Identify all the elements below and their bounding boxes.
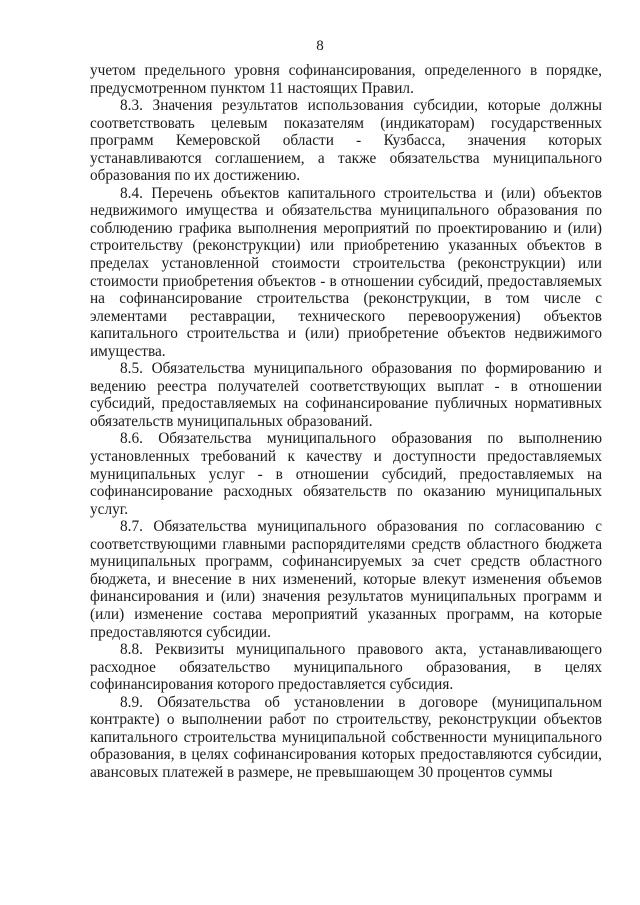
paragraph-8-9: 8.9. Обязательства об установлении в договоре (муниципальном контракте) о выполнении работ по строительству, реконструкции объектов капитального строительства муниципальной собственности муниципального образования, в целях софинансирования которых предоставляются субсидии, авансовых платежей в размере, не превышающем 30 процентов суммы	[90, 693, 602, 781]
paragraph-continued: учетом предельного уровня софинансирования, определенного в порядке, предусмотренном пунктом 11 настоящих Правил.	[90, 62, 602, 97]
paragraph-8-4: 8.4. Перечень объектов капитального строительства и (или) объектов недвижимого имущества и обязательства муниципального образования по соблюдению графика выполнения мероприятий по проектированию и (или) строительству (реконструкции) или приобретению указанных объектов в пределах установленной стоимости строительства (реконструкции) или стоимости приобретения объектов - в отношении субсидий, предоставляемых на софинансирование строительства (реконструкции, в том числе с элементами реставрации, технического перевооружения) объектов капитального строительства и (или) приобретение объектов недвижимого имущества.	[90, 184, 602, 360]
paragraph-8-6: 8.6. Обязательства муниципального образования по выполнению установленных требований к качеству и доступности предоставляемых муниципальных услуг - в отношении субсидий, предоставляемых на софинансирование расходных обязательств по оказанию муниципальных услуг.	[90, 430, 602, 518]
paragraph-8-7: 8.7. Обязательства муниципального образования по согласованию с соответствующими главными распорядителями средств областного бюджета муниципальных программ, софинансируемых за счет средств областного бюджета, и внесение в них изменений, которые влекут изменения объемов финансирования и (или) значения результатов муниципальных программ и (или) изменение состава мероприятий указанных программ, на которые предоставляются субсидии.	[90, 518, 602, 641]
paragraph-8-5: 8.5. Обязательства муниципального образования по формированию и ведению реестра получателей соответствующих выплат - в отношении субсидий, предоставляемых на софинансирование публичных нормативных обязательств муниципальных образований.	[90, 360, 602, 430]
page-number: 8	[316, 38, 324, 54]
paragraph-8-8: 8.8. Реквизиты муниципального правового акта, устанавливающего расходное обязательство муниципального образования, в целях софинансирования которого предоставляется субсидия.	[90, 641, 602, 694]
paragraph-8-3: 8.3. Значения результатов использования субсидии, которые должны соответствовать целевым показателям (индикаторам) государственных программ Кемеровской области - Кузбасса, значения которых устанавливаются соглашением, а также обязательства муниципального образования по их достижению.	[90, 97, 602, 185]
document-body	[90, 62, 602, 781]
